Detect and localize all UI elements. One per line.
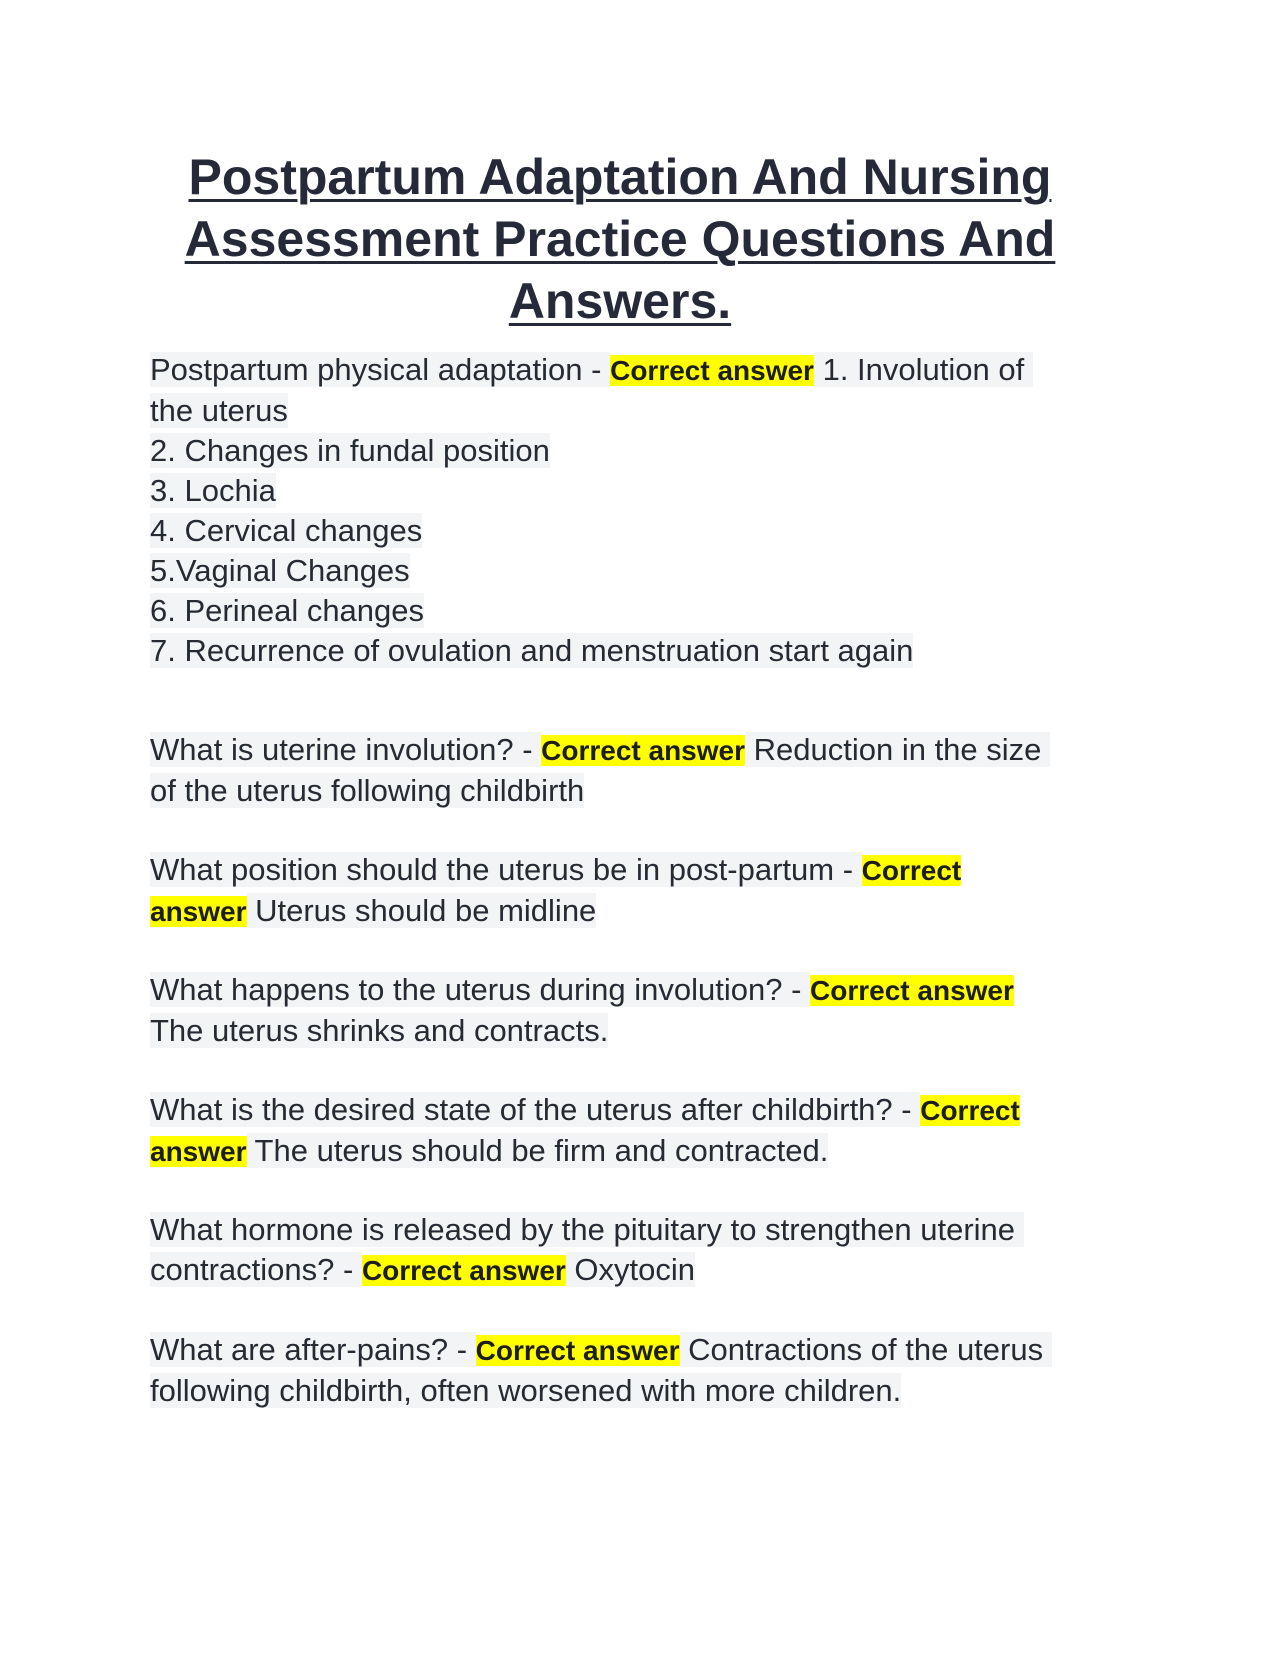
answer-text: 1. Involution of <box>813 352 1033 387</box>
correct-answer-label: answer <box>150 896 247 927</box>
answer-list-item: 6. Perineal changes <box>150 593 425 628</box>
qa-entry-1 <box>150 350 1150 671</box>
question-text: Postpartum physical adaptation - <box>150 352 611 387</box>
title-line-3: Answers. <box>508 273 732 329</box>
correct-answer-label: Correct answer <box>475 1335 680 1366</box>
correct-answer-label: Correct <box>861 855 962 886</box>
qa-entry-3 <box>150 850 1150 932</box>
answer-text: following childbirth, often worsened with more children. <box>150 1373 902 1408</box>
answer-text: The uterus should be firm and contracted. <box>246 1133 829 1168</box>
answer-text: Contractions of the uterus <box>679 1332 1052 1367</box>
answer-text: Reduction in the size <box>745 732 1051 767</box>
qa-entry-4 <box>150 970 1150 1051</box>
correct-answer-label: Correct <box>920 1095 1020 1126</box>
answer-text: Oxytocin <box>565 1252 696 1287</box>
question-text: What position should the uterus be in post-partum - <box>150 852 862 887</box>
answer-list-item: 5.Vaginal Changes <box>150 553 410 588</box>
question-text: contractions? - <box>150 1252 362 1287</box>
question-text: What happens to the uterus during involution? - <box>150 972 811 1007</box>
answer-text: of the uterus following childbirth <box>150 773 585 808</box>
question-text: What is the desired state of the uterus after childbirth? - <box>150 1092 921 1127</box>
qa-entry-7 <box>150 1330 1150 1411</box>
answer-list-item: 7. Recurrence of ovulation and menstruation start again <box>150 633 914 668</box>
title-line-2: Assessment Practice Questions And <box>184 211 1056 267</box>
correct-answer-label: Correct answer <box>810 975 1014 1006</box>
qa-entry-2 <box>150 730 1150 811</box>
correct-answer-label: Correct answer <box>541 735 746 766</box>
answer-list-item: 2. Changes in fundal position <box>150 433 550 468</box>
answer-text: The uterus shrinks and contracts. <box>150 1013 609 1048</box>
question-text: What hormone is released by the pituitary to strengthen uterine <box>150 1212 1024 1247</box>
correct-answer-label: Correct answer <box>361 1255 566 1286</box>
correct-answer-label: answer <box>150 1136 247 1167</box>
answer-text: the uterus <box>150 393 288 428</box>
document-title <box>120 146 1120 332</box>
question-text: What are after-pains? - <box>150 1332 476 1367</box>
answer-text: Uterus should be midline <box>246 893 597 928</box>
qa-entry-6 <box>150 1210 1150 1291</box>
answer-list-item: 4. Cervical changes <box>150 513 423 548</box>
correct-answer-label: Correct answer <box>610 355 814 386</box>
question-text: What is uterine involution? - <box>150 732 542 767</box>
answer-list-item: 3. Lochia <box>150 473 276 508</box>
qa-entry-5 <box>150 1090 1150 1172</box>
title-line-1: Postpartum Adaptation And Nursing <box>188 149 1052 205</box>
